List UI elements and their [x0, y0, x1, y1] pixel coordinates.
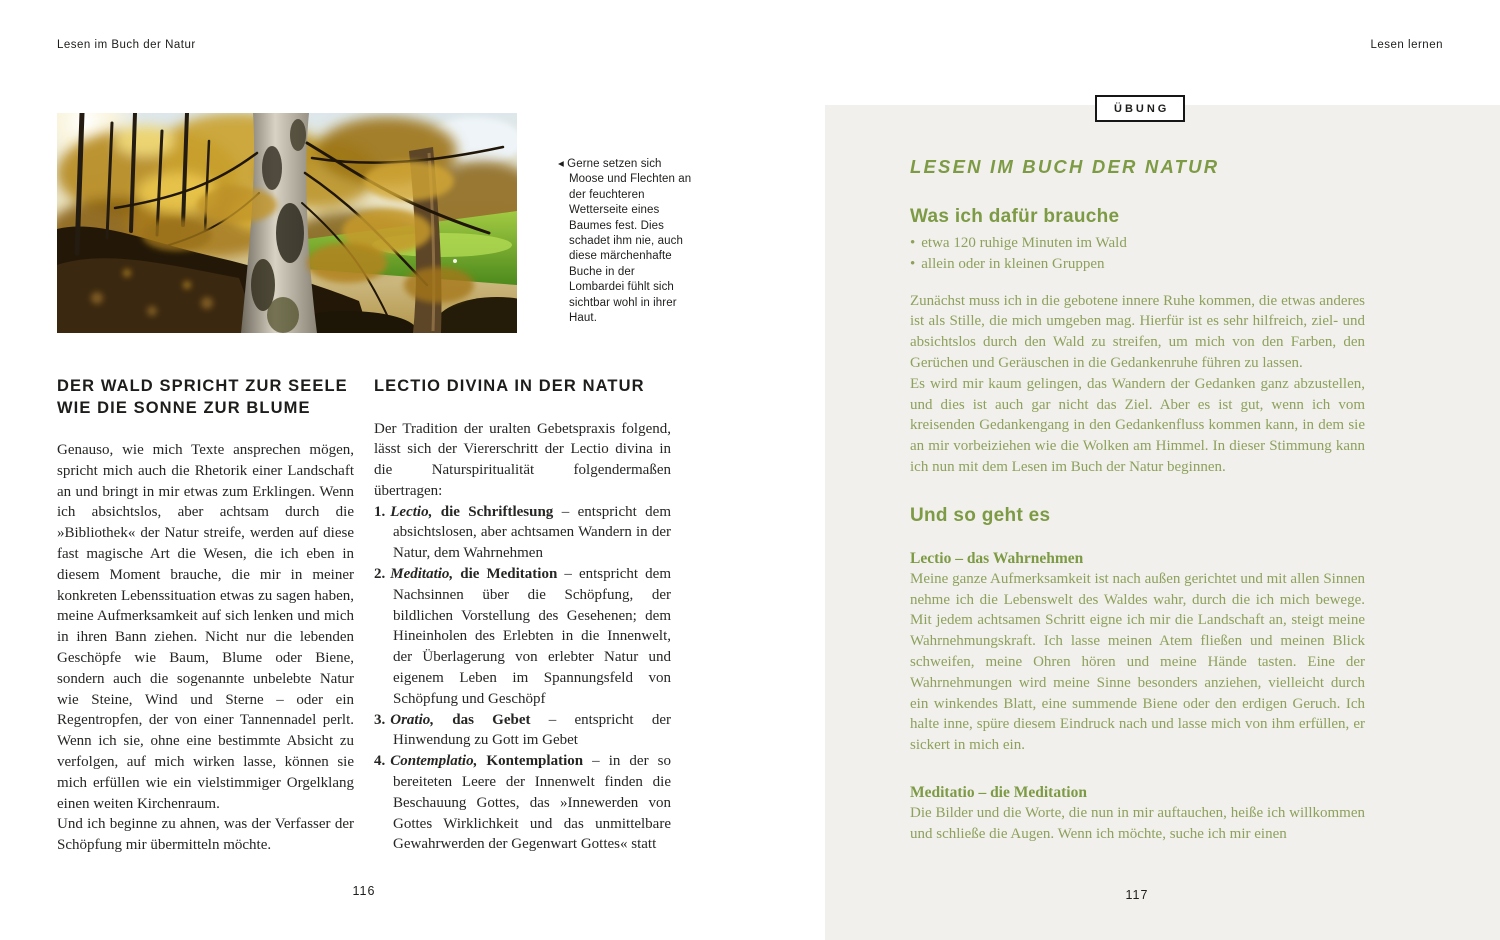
exercise-panel	[825, 105, 1500, 940]
paragraph: Meine ganze Aufmerksamkeit ist nach außen gerichtet und mit allen Sinnen nehme ich die Lebenswelt des Waldes wahr, durch die ich mich bewege. Mit jedem achtsamen Schritt eigne ich mir die Landschaft an, steigt meine Wahrnehmungskraft. Ich lasse meinen Atem fließen und meinen Blick schweifen, meine Ohren hören und meine Hände tasten. Eine der Wahrnehmungen wird meine Sinne besonders anziehen, vielleicht durch ein winkendes Blatt, eine summende Biene oder den erdigen Geruch. Ich halte inne, spüre diesem Eindruck nach und lasse mich von ihm erfüllen, er sickert in mich ein.	[910, 570, 1365, 754]
list-item	[910, 254, 1365, 275]
paragraph: Und ich beginne zu ahnen, was der Verfasser der Schöpfung mir übermitteln möchte.	[57, 816, 354, 854]
bullet-text: etwa 120 ruhige Minuten im Wald	[921, 235, 1127, 251]
forest-photo-illustration	[57, 113, 517, 333]
exercise-panel-content	[825, 105, 1500, 845]
bullet-icon: •	[910, 235, 916, 251]
bullet-icon: •	[910, 255, 916, 272]
exercise-intro	[910, 291, 1365, 478]
item-label: die Meditation	[453, 566, 558, 583]
subheading-lectio: Lectio – das Wahrnehmen	[910, 549, 1084, 567]
section-heading-geht-es: Und so geht es	[910, 504, 1051, 526]
subheading-meditatio: Meditatio – die Meditation	[910, 783, 1087, 801]
page-number-right: 117	[1125, 888, 1149, 902]
bullet-text: allein oder in kleinen Gruppen	[921, 255, 1105, 272]
lectio-steps-list	[374, 502, 671, 856]
item-text: – entspricht dem absichtslosen, aber achtsamen Wandern in der Natur, dem Wahrnehmen	[393, 503, 671, 562]
caption-arrow-icon: ◂	[558, 158, 568, 170]
photo-caption	[558, 157, 693, 326]
title-line-1: DER WALD SPRICHT ZUR SEELE	[57, 377, 348, 395]
list-item	[910, 233, 1365, 254]
section-heading-brauche: Was ich dafür brauche	[910, 206, 1120, 227]
item-number: 4.	[374, 753, 386, 770]
article-body	[374, 419, 671, 856]
page-number-left: 116	[352, 884, 376, 898]
paragraph: Genauso, wie mich Texte ansprechen mögen, spricht mich auch die Rhetorik einer Landschaft an und bringt in mir etwas zum Erklingen. Wenn ich absichtslos, aber achtsam durch die »Bibliothek« der Natur streife, werden auf diese fast magische Art die Wesen, die ich eben in diesem Moment brauche, die mir in meiner konkreten Lebenssituation etwas zu sagen haben, meine Aufmerksamkeit auf sich lenken und mich in ihren Bann ziehen. Nicht nur die lebenden Geschöpfe wie Baum, Blume oder Biene, sondern auch die sogenannte unbelebte Natur wie Steine, Wind und Sterne – oder ein Regentropfen, der von einer Tannennadel perlt. Wenn ich sie, ohne eine bestimmte Absicht zu verfolgen, auf mich wirken lasse, können sie mich erfüllen wie ein vielstimmiger Orgelklang einen weiten Kirchenraum.	[57, 442, 354, 812]
list-item	[374, 564, 671, 710]
running-head-right: Lesen lernen	[1370, 39, 1443, 51]
item-text: – in der so bereiteten Leere der Innenwelt finden die Beschauung Gottes, das »Innewerden von Gottes Wirklichkeit und das unmittelbare Gewahrwerden der Gegenwart Gottes« statt	[393, 753, 671, 853]
exercise-title: LESEN IM BUCH DER NATUR	[910, 156, 1220, 177]
article-body	[57, 440, 354, 856]
list-item	[374, 710, 671, 752]
paragraph: Der Tradition der uralten Gebetspraxis folgend, lässt sich der Viererschritt der Lectio divina in die Naturspiritualität folgendermaßen übertragen:	[374, 420, 671, 499]
article-title: LECTIO DIVINA IN DER NATUR	[374, 377, 645, 395]
running-head-left: Lesen im Buch der Natur	[57, 39, 196, 51]
list-item	[374, 751, 671, 855]
item-term: Contemplatio,	[390, 753, 478, 770]
uebung-badge: ÜBUNG	[1095, 95, 1185, 122]
item-label: die Schriftlesung	[432, 503, 554, 520]
paragraph: Es wird mir kaum gelingen, das Wandern der Gedanken ganz abzustellen, und dies ist auch gar nicht das Ziel. Aber es ist gut, wenn ich vom kreisenden Gedankengang in den Gedankenfluss kommen kann, in dem sie an mir vorbeiziehen wie die Wolken am Himmel. In dieser Stimmung kann ich nun mit dem Lesen im Buch der Natur beginnen.	[910, 375, 1365, 475]
item-term: Lectio,	[390, 503, 433, 520]
item-term: Meditatio,	[390, 566, 454, 583]
paragraph: Zunächst muss ich in die gebotene innere Ruhe kommen, die etwas anderes ist als Stille, die mich umgeben mag. Hierfür ist es sehr hilfreich, ziel- und absichtslos durch den Wald zu streifen, um mich von den Farben, den Gerüchen und Geräuschen in die Gedankenruhe führen zu lassen.	[910, 292, 1365, 371]
item-number: 3.	[374, 711, 386, 728]
item-number: 1.	[374, 503, 386, 520]
article-der-wald-spricht	[57, 376, 354, 856]
forest-photo	[57, 113, 517, 333]
item-label: das Gebet	[434, 711, 531, 728]
item-text: – entspricht dem Nachsinnen über die Schöpfung, der bildlichen Vorstellung des Gesehenen; dem Hineinholen des Erlebten in die Innenwelt, der Überlagerung von erlebter Natur und eigenem Leben im Spannungsfeld von Schöpfung und Geschöpf	[393, 566, 671, 707]
requirements-list	[910, 233, 1365, 275]
list-item	[374, 502, 671, 564]
item-text: – entspricht der Hinwendung zu Gott im Gebet	[393, 711, 671, 749]
item-label: Kontemplation	[477, 753, 584, 770]
item-number: 2.	[374, 566, 386, 583]
article-lectio-divina	[374, 376, 671, 855]
title-line-2: WIE DIE SONNE ZUR BLUME	[57, 398, 311, 417]
item-term: Oratio,	[390, 711, 435, 728]
paragraph: Die Bilder und die Worte, die nun in mir auftauchen, heiße ich willkommen und schließe die Augen. Wenn ich möchte, suche ich mir einen	[910, 804, 1365, 842]
article-title	[57, 376, 354, 419]
caption-text: Gerne setzen sich Moose und Flechten an der feuchteren Wetterseite eines Baumes fest. Dies schadet ihm nie, auch diese märchenhafte Buche in der Lombardei fühlt sich sichtbar wohl in ihrer Haut.	[567, 158, 692, 325]
